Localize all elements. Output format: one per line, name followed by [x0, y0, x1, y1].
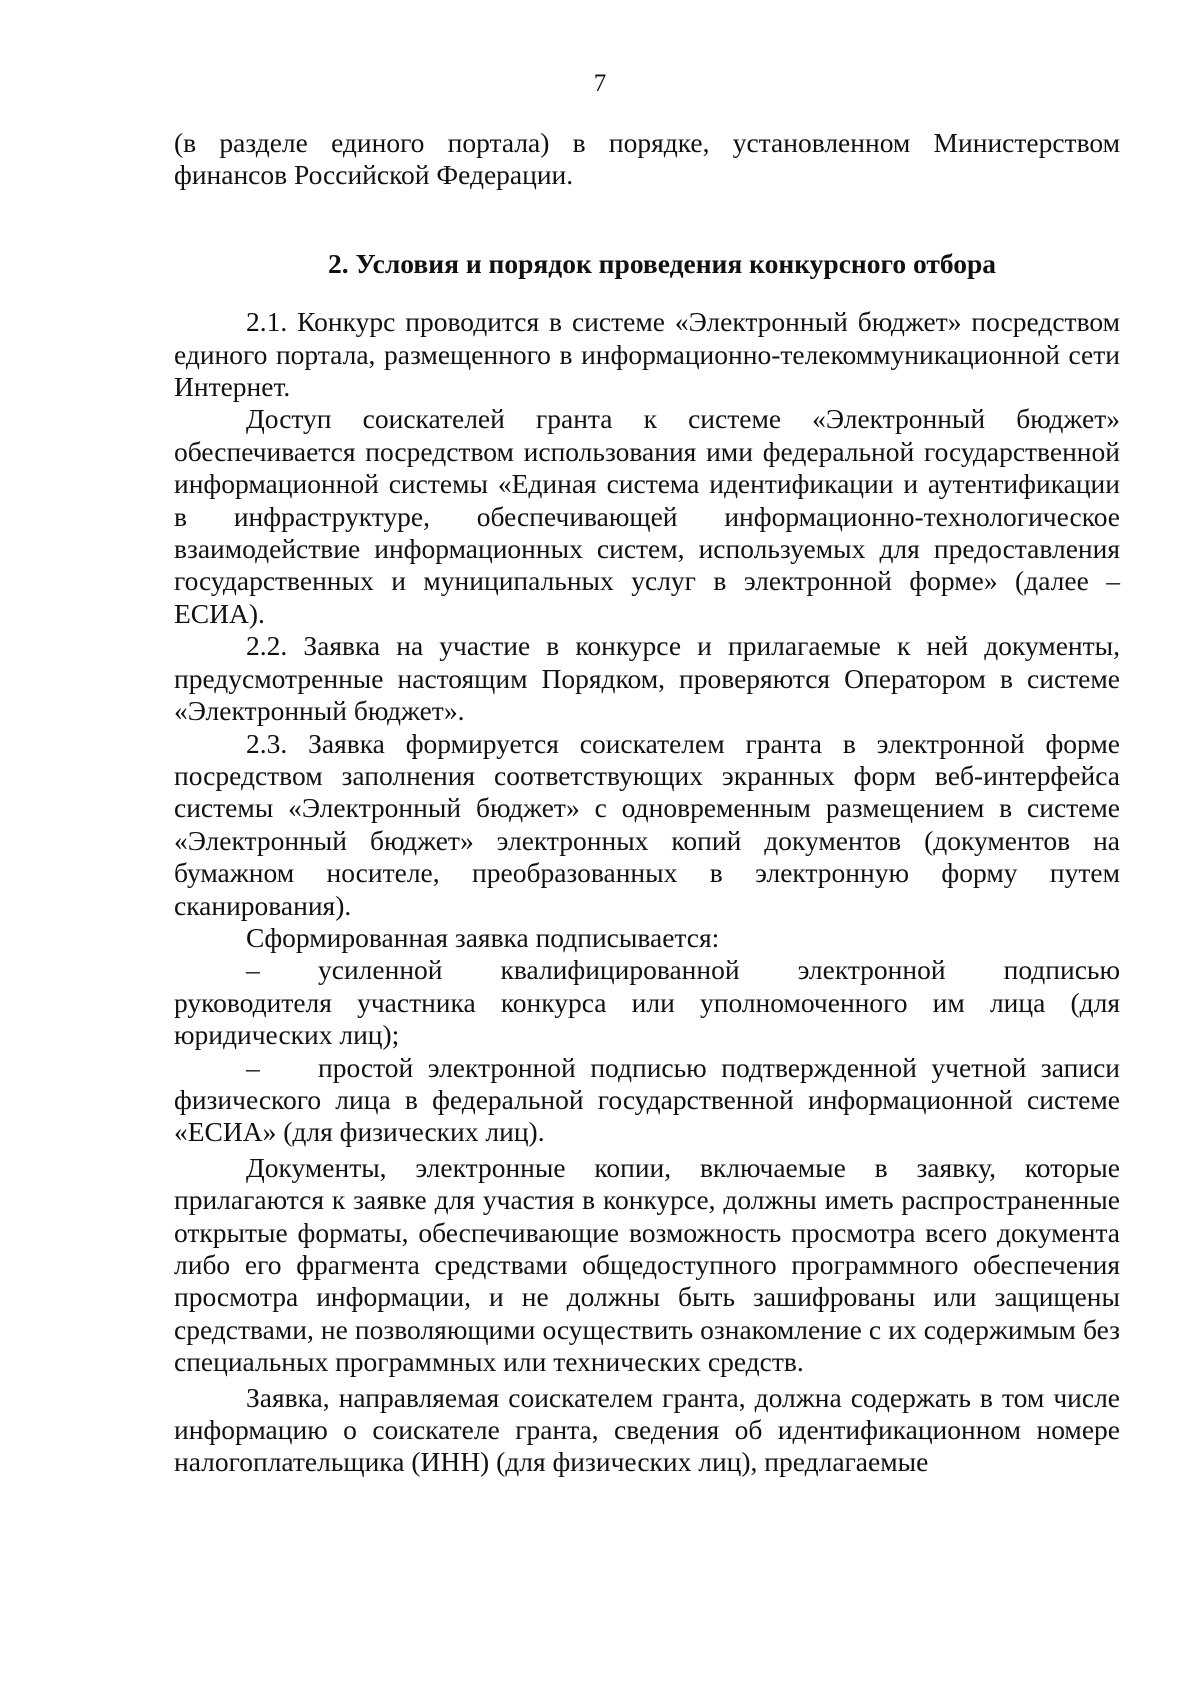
section-heading: 2. Условия и порядок проведения конкурсного отбора: [327, 247, 997, 279]
paragraph-application: Заявка, направляемая соискателем гранта, должна содержать в том числе информацию о соискателе гранта, сведения об идентификационном номере налогоплательщика (ИНН) (для физических лиц), предлагаемые: [174, 1381, 1120, 1478]
dash-list-item: [174, 954, 1120, 1051]
intro-paragraph: (в разделе единого портала) в порядке, установленном Министерством финансов Российской Федерации.: [174, 127, 1120, 191]
paragraph-2-2: 2.2. Заявка на участие в конкурсе и прилагаемые к ней документы, предусмотренные настоящим Порядком, проверяются Оператором в системе «Электронный бюджет».: [174, 630, 1120, 727]
paragraph-signed: Сформированная заявка подписывается:: [246, 921, 720, 953]
paragraph-2-1: 2.1. Конкурс проводится в системе «Электронный бюджет» посредством единого портала, размещенного в информационно-телекоммуникационной сети Интернет.: [174, 306, 1120, 403]
paragraph-documents: Документы, электронные копии, включаемые в заявку, которые прилагаются к заявке для участия в конкурсе, должны иметь распространенные открытые форматы, обеспечивающие возможность просмотра всего документа либо его фрагмента средствами общедоступного программного обеспечения просмотра информации, и не должны быть зашифрованы или защищены средствами, не позволяющими осуществить ознакомление с их содержимым без специальных программных или технических средств.: [174, 1151, 1120, 1378]
dash-marker: –: [246, 954, 260, 986]
dash-marker: –: [246, 1051, 260, 1083]
paragraph-access: Доступ соискателей гранта к системе «Электронный бюджет» обеспечивается посредством использования ими федеральной государственной информационной системы «Единая система идентификации и аутентификации в инфраструктуре, обеспечивающей информационно-технологическое взаимодействие информационных систем, используемых для предоставления государственных и муниципальных услуг в электронной форме» (далее – ЕСИА).: [174, 403, 1120, 629]
dash-item-text: простой электронной подписью подтвержденной учетной записи физического лица в федеральной государственной информационной системе «ЕСИА» (для физических лиц).: [174, 1051, 1120, 1148]
paragraph-2-3: 2.3. Заявка формируется соискателем гранта в электронной форме посредством заполнения соответствующих экранных форм веб-интерфейса системы «Электронный бюджет» с одновременным размещением в системе «Электронный бюджет» электронных копий документов (документов на бумажном носителе, преобразованных в электронную форму путем сканирования).: [174, 727, 1120, 921]
page-number: 7: [593, 70, 607, 97]
document-body: [174, 127, 1120, 1479]
dash-item-text: усиленной квалифицированной электронной подписью руководителя участника конкурса или уполномоченного им лица (для юридических лиц);: [174, 954, 1120, 1051]
dash-list-item: [174, 1052, 1120, 1149]
